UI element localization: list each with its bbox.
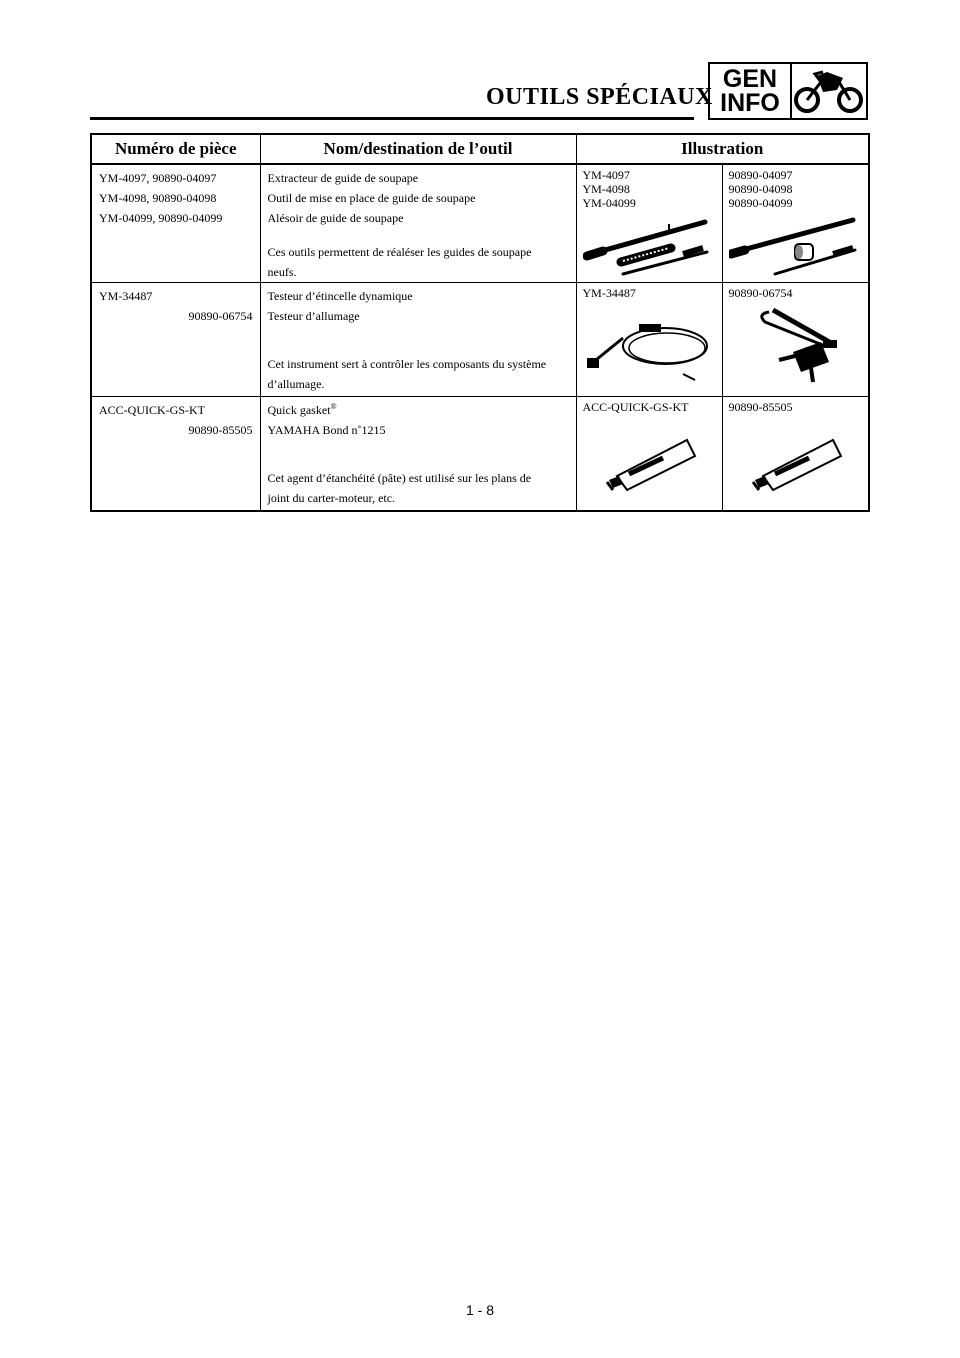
part-number-cell: [91, 164, 260, 283]
illustration-cell: [722, 164, 869, 283]
part-number: YM-4097, 90890-04097: [99, 171, 217, 185]
part-number: ACC-QUICK-GS-KT: [99, 403, 205, 417]
sealant-tube-illustration: [729, 418, 861, 498]
part-number: YM-4098, 90890-04098: [99, 191, 217, 205]
tool-name-cell: [260, 164, 576, 283]
illustration-cell: [576, 164, 722, 283]
part-number-cell: [91, 397, 260, 512]
part-number: 90890-85505: [188, 423, 253, 437]
tool-description: Cet instrument sert à contrôler les composants du système: [267, 357, 547, 371]
tool-description: Cet agent d’étanchéité (pâte) est utilisé sur les plans de: [267, 471, 532, 485]
section-badge: [708, 62, 868, 120]
tool-name: Quick gasket®: [267, 402, 337, 417]
illustration-label: ACC-QUICK-GS-KT: [582, 400, 689, 414]
tool-name: YAMAHA Bond n˚1215: [267, 423, 386, 437]
illustration-label: YM-04099: [582, 196, 636, 210]
illustration-cell: [576, 397, 722, 512]
col-header-tool-name: Nom/destination de l’outil: [260, 134, 576, 164]
page-number: 1 - 8: [465, 1302, 494, 1318]
ignition-tester-illustration: [729, 304, 861, 384]
badge-line-info: INFO: [720, 89, 780, 117]
part-number-cell: [91, 283, 260, 397]
part-number: 90890-06754: [188, 309, 253, 323]
page-title: OUTILS SPÉCIAUX: [486, 84, 713, 110]
illustration-label: 90890-04098: [728, 182, 793, 196]
tool-name-cell: [260, 397, 576, 512]
illustration-label: 90890-85505: [728, 400, 793, 414]
special-tools-table: [90, 133, 870, 512]
part-number: YM-34487: [99, 289, 153, 303]
badge-line-gen: GEN: [722, 65, 778, 93]
table-header-row: [91, 134, 869, 164]
table-row: [91, 397, 869, 512]
valve-guide-tools-illustration: [729, 214, 861, 276]
motorcycle-icon: [792, 64, 866, 118]
illustration-cell: [722, 283, 869, 397]
tool-name: Testeur d’allumage: [267, 309, 360, 323]
illustration-cell: [722, 397, 869, 512]
illustration-label: YM-4098: [582, 182, 630, 196]
illustration-label: YM-34487: [582, 286, 636, 300]
illustration-label: 90890-04099: [728, 196, 793, 210]
header-rule: [90, 117, 694, 120]
valve-guide-tools-illustration: [583, 214, 715, 276]
col-header-illustration: Illustration: [576, 134, 869, 164]
sealant-tube-illustration: [583, 418, 715, 498]
tool-description: d’allumage.: [267, 377, 325, 391]
illustration-label: 90890-06754: [728, 286, 793, 300]
tool-name: Outil de mise en place de guide de soupape: [267, 191, 476, 205]
tool-description: joint du carter-moteur, etc.: [267, 491, 396, 505]
tool-description: neufs.: [267, 265, 297, 279]
tool-name: Testeur d’étincelle dynamique: [267, 289, 413, 303]
tool-name-cell: [260, 283, 576, 397]
illustration-cell: [576, 283, 722, 397]
illustration-label: YM-4097: [582, 168, 630, 182]
table-row: [91, 164, 869, 283]
spark-tester-illustration: [583, 304, 715, 384]
part-number: YM-04099, 90890-04099: [99, 211, 223, 225]
tool-description: Ces outils permettent de réaléser les guides de soupape: [267, 245, 532, 259]
section-badge-text: [710, 64, 792, 118]
illustration-label: 90890-04097: [728, 168, 793, 182]
tool-name: Extracteur de guide de soupape: [267, 171, 419, 185]
table-row: [91, 283, 869, 397]
tool-name: Alésoir de guide de soupape: [267, 211, 404, 225]
col-header-part-number: Numéro de pièce: [91, 134, 260, 164]
